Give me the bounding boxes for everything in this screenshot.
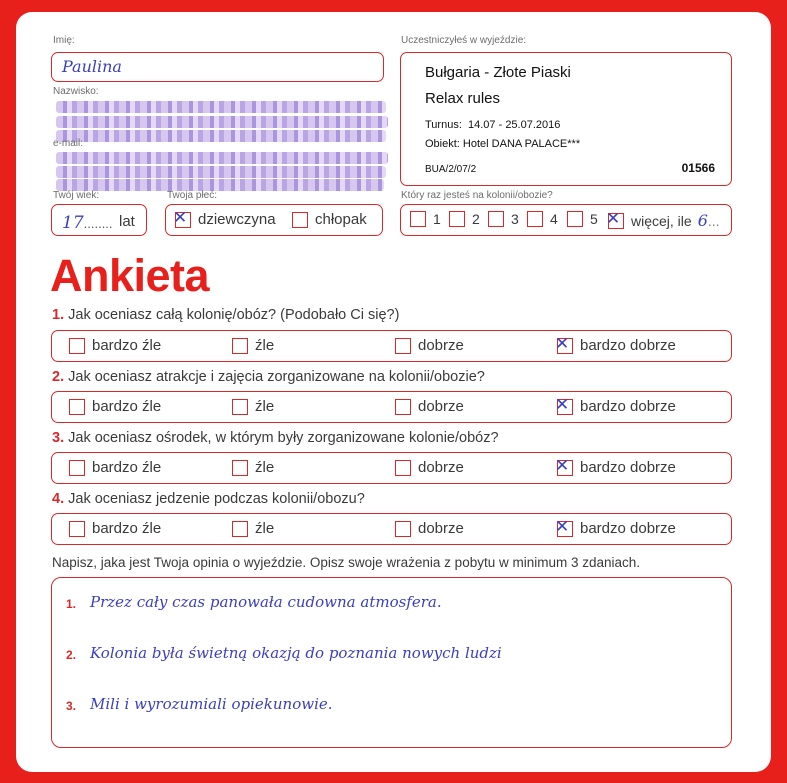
rating-option[interactable] — [232, 337, 274, 354]
checkbox-icon[interactable] — [232, 338, 248, 354]
rating-option-selected[interactable] — [555, 394, 676, 415]
rating-option[interactable] — [395, 459, 464, 476]
checkbox-icon[interactable] — [410, 211, 426, 227]
rating-row-3 — [51, 452, 732, 484]
checkbox-icon[interactable] — [395, 338, 411, 354]
times-option-more[interactable]: ✕ więcej, ile 6 ... — [606, 208, 720, 230]
times-label: Który raz jesteś na kolonii/obozie? — [401, 190, 553, 201]
rating-row-2 — [51, 391, 732, 423]
check-mark-icon: ✕ — [173, 207, 188, 228]
checkbox-icon[interactable] — [232, 460, 248, 476]
rating-option[interactable] — [232, 398, 274, 415]
rating-option-label: bardzo źle — [92, 337, 162, 354]
rating-option-label: bardzo źle — [92, 398, 162, 415]
times-more-label: więcej, ile — [631, 212, 692, 229]
trip-code: BUA/2/07/2 — [425, 164, 477, 175]
checkbox-icon[interactable] — [606, 208, 624, 229]
opinion-line-number: 1. — [66, 597, 77, 611]
times-option-1[interactable] — [410, 211, 441, 227]
surname-label: Nazwisko: — [53, 86, 99, 97]
question-number: 4. — [52, 491, 65, 507]
trip-turnus — [425, 119, 560, 131]
opinion-line-number: 3. — [66, 699, 77, 713]
trip-info-box — [400, 52, 732, 186]
checkbox-icon[interactable] — [69, 338, 85, 354]
gender-label: Twoja płeć: — [167, 190, 218, 201]
checkbox-icon[interactable] — [69, 399, 85, 415]
question-number: 3. — [52, 430, 65, 446]
age-dots: ........ — [83, 216, 113, 231]
gender-option-label: dziewczyna — [198, 211, 276, 228]
rating-option[interactable] — [69, 337, 161, 354]
question-number: 2. — [52, 369, 65, 385]
check-mark-icon: ✕ — [555, 333, 570, 354]
gender-option-chlopak[interactable] — [292, 211, 367, 228]
check-mark-icon: ✕ — [555, 455, 570, 476]
email-label: e-mail: — [53, 138, 84, 149]
trip-object — [425, 138, 580, 150]
age-field[interactable] — [51, 204, 147, 236]
checkbox-icon[interactable] — [555, 516, 573, 537]
name-field[interactable] — [51, 52, 384, 82]
trip-program: Relax rules — [425, 90, 501, 107]
question-text: Jak oceniasz atrakcje i zajęcia zorganizowane na kolonii/obozie? — [68, 369, 485, 385]
question-3 — [52, 430, 499, 446]
age-label: Twój wiek: — [53, 190, 100, 201]
question-text: Jak oceniasz całą kolonię/obóz? (Podobało Ci się?) — [68, 307, 400, 323]
turnus-value: 14.07 - 25.07.2016 — [468, 119, 561, 131]
object-value: Hotel DANA PALACE*** — [462, 138, 581, 150]
rating-option-selected[interactable] — [555, 333, 676, 354]
question-4 — [52, 491, 365, 507]
rating-option[interactable] — [395, 520, 464, 537]
checkbox-icon[interactable] — [232, 521, 248, 537]
times-more-value: 6 — [697, 211, 708, 230]
trip-label: Uczestniczyłeś w wyjeździe: — [401, 35, 527, 46]
trip-destination: Bułgaria - Złote Piaski — [425, 64, 571, 81]
checkbox-icon[interactable] — [555, 455, 573, 476]
rating-option-label: dobrze — [418, 337, 464, 354]
check-mark-icon: ✕ — [555, 516, 570, 537]
checkbox-icon[interactable] — [395, 460, 411, 476]
rating-option-label: źle — [255, 459, 275, 476]
rating-option[interactable] — [69, 398, 161, 415]
rating-option[interactable] — [69, 459, 161, 476]
times-option-5[interactable] — [567, 211, 598, 227]
checkbox-icon[interactable] — [232, 399, 248, 415]
name-value: Paulina — [62, 57, 122, 76]
rating-option[interactable] — [395, 337, 464, 354]
rating-option[interactable] — [232, 520, 274, 537]
checkbox-icon[interactable] — [527, 211, 543, 227]
rating-option-label: bardzo dobrze — [580, 337, 676, 354]
check-mark-icon: ✕ — [555, 394, 570, 415]
question-number: 1. — [52, 307, 65, 323]
opinion-line-1: Przez cały czas panowała cudowna atmosfera. — [90, 593, 442, 611]
times-field — [400, 204, 732, 236]
question-1 — [52, 307, 399, 323]
rating-option-label: bardzo dobrze — [580, 398, 676, 415]
question-2 — [52, 369, 485, 385]
rating-option-label: źle — [255, 337, 275, 354]
times-option-label: 3 — [511, 211, 519, 227]
times-option-label: 2 — [472, 211, 480, 227]
age-unit: lat — [119, 213, 135, 230]
object-label: Obiekt: — [425, 138, 460, 150]
rating-option-label: dobrze — [418, 520, 464, 537]
rating-option[interactable] — [232, 459, 274, 476]
check-mark-icon: ✕ — [606, 208, 621, 229]
checkbox-icon[interactable] — [173, 207, 191, 228]
checkbox-icon[interactable] — [567, 211, 583, 227]
opinion-line-number: 2. — [66, 648, 77, 662]
question-text: Jak oceniasz ośrodek, w którym były zorganizowane kolonie/obóz? — [68, 430, 499, 446]
name-label: Imię: — [53, 35, 75, 46]
times-option-3[interactable] — [488, 211, 519, 227]
rating-option-selected[interactable] — [555, 455, 676, 476]
times-option-2[interactable] — [449, 211, 480, 227]
survey-title: Ankieta — [50, 250, 210, 301]
rating-option-label: bardzo źle — [92, 520, 162, 537]
age-value: 17 — [62, 213, 84, 233]
opinion-line-2: Kolonia była świetną okazją do poznania nowych ludzi — [90, 644, 502, 662]
checkbox-icon[interactable] — [488, 211, 504, 227]
checkbox-icon[interactable] — [69, 521, 85, 537]
checkbox-icon[interactable] — [69, 460, 85, 476]
rating-row-1 — [51, 330, 732, 362]
rating-option-selected[interactable] — [555, 516, 676, 537]
times-option-label: 5 — [590, 211, 598, 227]
gender-option-label: chłopak — [315, 211, 367, 228]
times-option-label: 4 — [550, 211, 558, 227]
question-text: Jak oceniasz jedzenie podczas kolonii/obozu? — [68, 491, 365, 507]
rating-option[interactable] — [395, 398, 464, 415]
times-option-label: 1 — [433, 211, 441, 227]
gender-field — [165, 204, 383, 236]
checkbox-icon[interactable] — [555, 394, 573, 415]
rating-option-label: bardzo dobrze — [580, 459, 676, 476]
times-option-4[interactable] — [527, 211, 558, 227]
turnus-label: Turnus: — [425, 119, 462, 131]
trip-number: 01566 — [681, 161, 715, 175]
checkbox-icon[interactable] — [449, 211, 465, 227]
checkbox-icon[interactable] — [555, 333, 573, 354]
rating-option[interactable] — [69, 520, 161, 537]
rating-option-label: bardzo źle — [92, 459, 162, 476]
checkbox-icon[interactable] — [395, 521, 411, 537]
rating-option-label: dobrze — [418, 398, 464, 415]
checkbox-icon[interactable] — [395, 399, 411, 415]
checkbox-icon[interactable] — [292, 212, 308, 228]
rating-option-label: źle — [255, 398, 275, 415]
opinion-prompt: Napisz, jaka jest Twoja opinia o wyjeździe. Opisz swoje wrażenia z pobytu w minimum 3 zdaniach. — [52, 555, 641, 570]
rating-option-label: bardzo dobrze — [580, 520, 676, 537]
rating-option-label: źle — [255, 520, 275, 537]
rating-option-label: dobrze — [418, 459, 464, 476]
gender-option-dziewczyna[interactable] — [173, 207, 276, 228]
opinion-line-3: Mili i wyrozumiali opiekunowie. — [90, 695, 333, 713]
rating-row-4 — [51, 513, 732, 545]
